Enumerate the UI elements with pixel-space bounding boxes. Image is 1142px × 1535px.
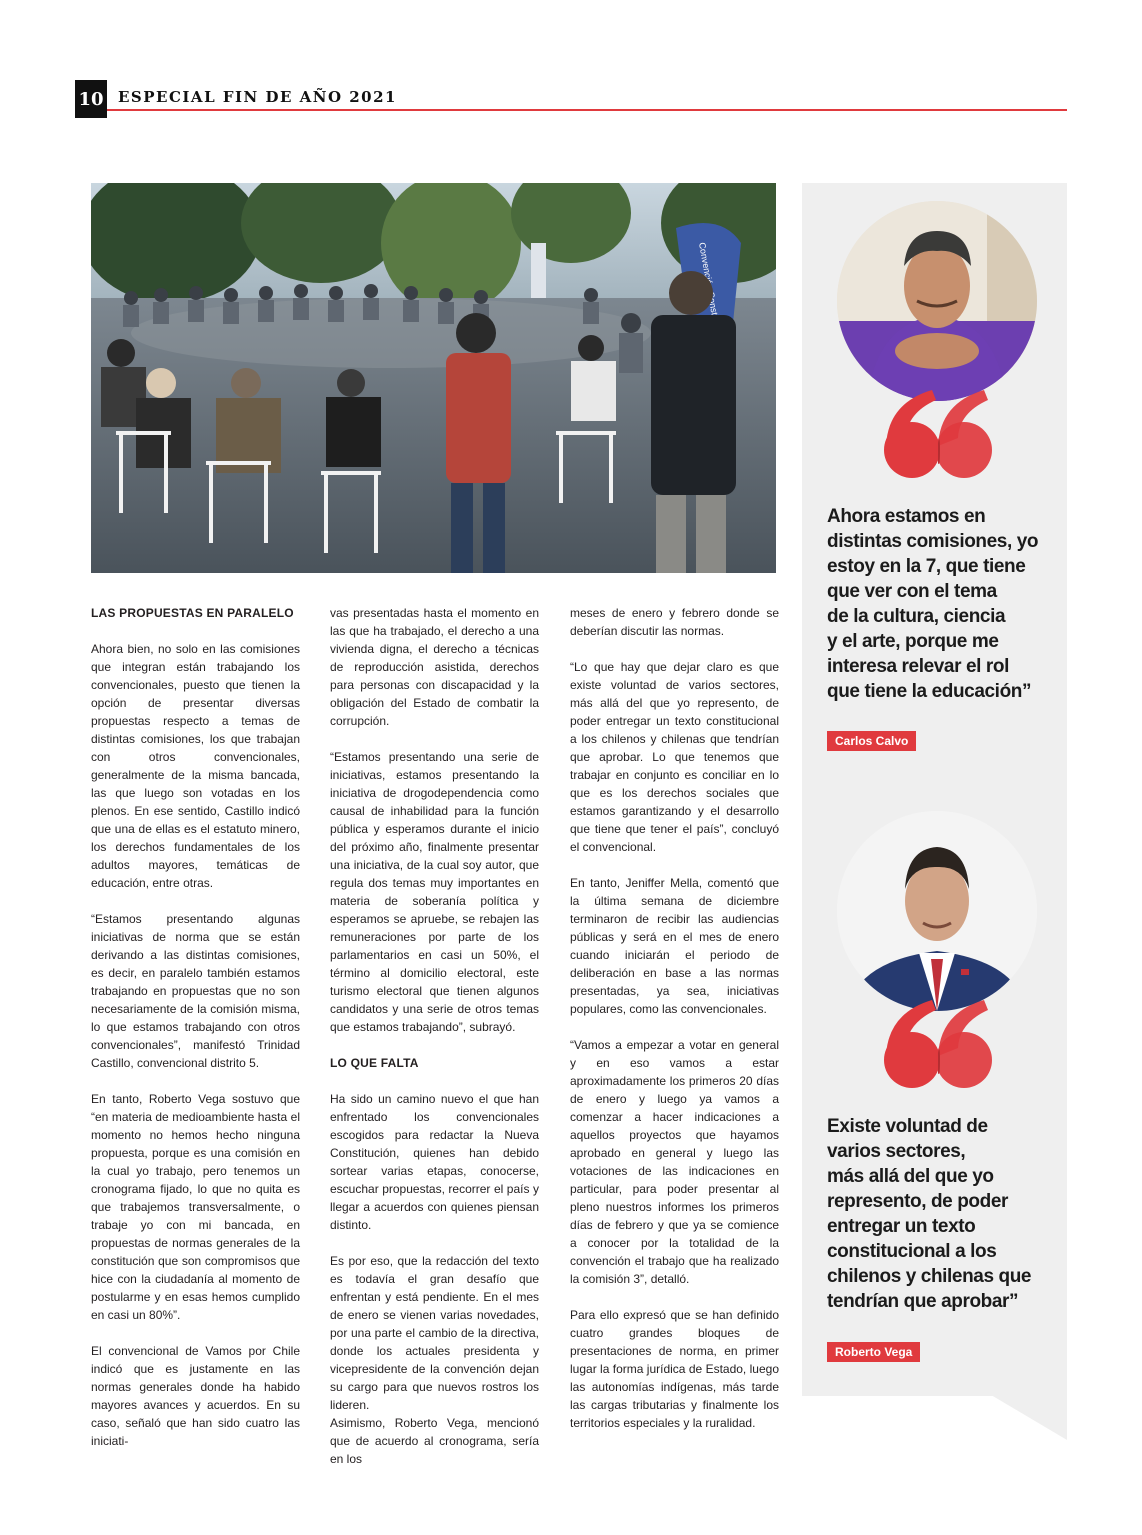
- pull-quote-1: [827, 504, 1047, 704]
- article-paragraph: Ha sido un camino nuevo el que han enfrentado los convencionales escogidos para redactar la Nueva Constitución, quienes han debido sortear varias etapas, conocerse, escuchar propuestas, recorrer el país y llegar a acuerdos con quienes piensan distinto.: [330, 1092, 539, 1232]
- article-paragraph: Asimismo, Roberto Vega, mencionó que de acuerdo al cronograma, sería en los: [330, 1416, 539, 1466]
- meeting-photo: [91, 183, 776, 573]
- article-paragraph: En tanto, Jeniffer Mella, comentó que la última semana de diciembre terminaron de recibir las audiencias públicas y será en el mes de enero cuando iniciarán el periodo de deliberación en base a las normas presentadas, ya sea, iniciativas populares, como las convencionales.: [570, 876, 779, 1016]
- heading-propuestas: LAS PROPUESTAS EN PARALELO: [91, 606, 294, 620]
- quote-line: más allá del que yo: [827, 1166, 994, 1187]
- quote-line: varios sectores,: [827, 1141, 966, 1162]
- quote-line: Existe voluntad de: [827, 1116, 988, 1137]
- quote-line: tendrían que aprobar”: [827, 1291, 1019, 1312]
- quote-line: que ver con el tema: [827, 581, 997, 602]
- quote-line: que tiene la educación”: [827, 681, 1032, 702]
- banner-text: Convención: [697, 241, 716, 291]
- article-column-2: [330, 604, 539, 1486]
- quote-line: Ahora estamos en: [827, 506, 986, 527]
- header-rule: [107, 109, 1067, 111]
- article-paragraph: Ahora bien, no solo en las comisiones que integran están trabajando los convencionales, puesto que tienen la opción de presentar diversas propuestas respecto a temas de distintas comisiones, los que trabajan con otros convencionales, generalmente de la misma bancada, las que luego son votadas en los plenos. En ese sentido, Castillo indicó que una de ellas es el estatuto minero, los derechos fundamentales de los adultos mayores, temáticas de educación, entre otras.: [91, 642, 300, 890]
- quote-line: interesa relevar el rol: [827, 656, 1009, 677]
- page-number: 10: [75, 80, 107, 118]
- article-paragraph: “Vamos a empezar a votar en general y en eso vamos a estar aproximadamente los primeros 20 días de enero y luego ya vamos a comenzar a hacer indicaciones a aquellos proyectos que hayamos aprobado en general y luego las votaciones de las indicaciones en particular, para poder presentar al pleno nuestros informes los primeros días de febrero y que ya se comience a conocer por la totalidad de la convención el trabajo que ha realizado la comisión 3”, detalló.: [570, 1038, 779, 1286]
- article-paragraph: En tanto, Roberto Vega sostuvo que “en materia de medioambiente hasta el momento no hemos hecho ninguna propuesta, porque es una comisión en la cual yo trabajo, pero tenemos un cronograma fijado, lo que no quita es que trabajemos transversalmente, o trabaje yo con mi bancada, en propuestas de normas generales de la constitución que son compromisos que hice con la ciudadanía al momento de postularme y en esas hemos cumplido en casi un 80%”.: [91, 1092, 300, 1322]
- quote-line: constitucional a los: [827, 1241, 997, 1262]
- article-paragraph: “Lo que hay que dejar claro es que existe voluntad de varios sectores, más allá del que yo represento, de poder entregar un texto constitucional a los chilenos y chilenas que tendrían que aprobar. Lo que tenemos que trabajar en conjunto es conciliar en lo que es los derechos sociales que estamos garantizando y el desarrollo que tiene que tener el país”, concluyó el convencional.: [570, 660, 779, 854]
- quote-mark-icon: [882, 388, 992, 480]
- article-column-1: [91, 604, 300, 1468]
- quote-line: y el arte, porque me: [827, 631, 999, 652]
- heading-lo-que-falta: LO QUE FALTA: [330, 1056, 419, 1070]
- portrait-carlos-calvo: [837, 201, 1037, 401]
- quote-line: represento, de poder: [827, 1191, 1008, 1212]
- quote-line: estoy en la 7, que tiene: [827, 556, 1026, 577]
- quote-line: de la cultura, ciencia: [827, 606, 1006, 627]
- quote-line: entregar un texto: [827, 1216, 976, 1237]
- author-tag-roberto-vega: Roberto Vega: [827, 1342, 920, 1362]
- article-paragraph: “Estamos presentando una serie de iniciativas, estamos presentando la iniciativa de drogodependencia como causal de inhabilidad para la función pública y esperamos durante el inicio del próximo año, finalmente presentar una iniciativa, de la cual soy autor, que regula dos temas muy importantes en materia de soberanía política y esperamos se apruebe, se rebajen las remuneraciones por parte de los parlamentarios en casi un 50%, el término al domicilio electoral, este turismo electoral que tienen algunos candidatos y una serie de otros temas que estamos trabajando”, subrayó.: [330, 750, 539, 1034]
- article-column-3: [570, 604, 779, 1450]
- quote-line: distintas comisiones, yo: [827, 531, 1039, 552]
- quote-line: chilenos y chilenas que: [827, 1266, 1032, 1287]
- article-paragraph: El convencional de Vamos por Chile indicó que es justamente en las normas generales donde ha habido mayores avances y acuerdos. En su caso, señaló que han sido cuatro las iniciati-: [91, 1344, 300, 1448]
- portrait-roberto-vega: [837, 811, 1037, 1011]
- article-paragraph: Es por eso, que la redacción del texto es todavía el gran desafío que enfrentan y está pendiente. En el mes de enero se vienen varias novedades, por una parte el cambio de la directiva, donde los actuales presidenta y vicepresidente de la convención dejan su cargo para que nuevos rostros los lideren.: [330, 1254, 539, 1412]
- article-paragraph: “Estamos presentando algunas iniciativas de norma que se están derivando a las distintas comisiones, es decir, en paralelo también estamos trabajando en propuestas que no son necesariamente de la comisión misma, lo que estamos trabajando con otros convencionales”, manifestó Trinidad Castillo, convencional distrito 5.: [91, 912, 300, 1070]
- article-paragraph: Para ello expresó que se han definido cuatro grandes bloques de presentaciones de norma, en primer lugar la forma jurídica de Estado, luego las autonomías indígenas, más tarde las cargas tributarias y finalmente los territorios especiales y la ruralidad.: [570, 1308, 779, 1430]
- article-paragraph: vas presentadas hasta el momento en las que ha trabajado, el derecho a una vivienda digna, el derecho a técnicas de reproducción asistida, derechos para personas con discapacidad y la obligación del Estado de combatir la corrupción.: [330, 606, 539, 728]
- article-paragraph: meses de enero y febrero donde se deberían discutir las normas.: [570, 606, 779, 638]
- author-tag-carlos-calvo: Carlos Calvo: [827, 731, 916, 751]
- section-title: ESPECIAL FIN DE AÑO 2021: [118, 88, 397, 106]
- pull-quote-2: [827, 1114, 1047, 1314]
- quote-mark-icon: [882, 998, 992, 1090]
